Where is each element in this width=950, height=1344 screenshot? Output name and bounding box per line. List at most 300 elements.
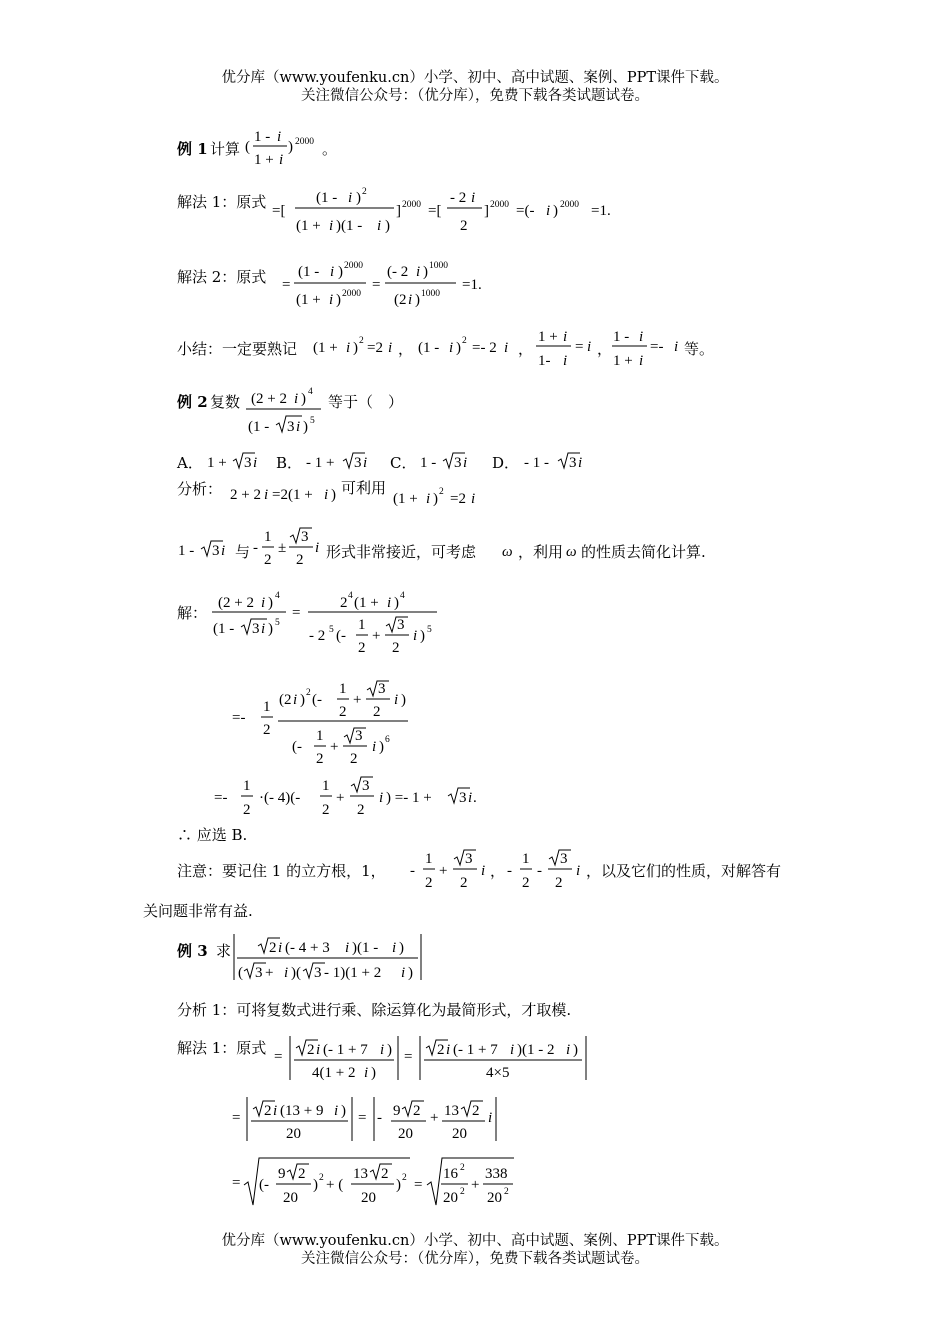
analysis-expression-1: [228, 480, 338, 506]
svg-text:2: 2: [319, 1173, 324, 1183]
ex2-solution-step-3: [212, 773, 502, 821]
svg-text:): ): [456, 340, 461, 356]
footer-line-1: 优分库（www.youfenku.cn）小学、初中、高中试题、案例、PPT课件下载。: [221, 1233, 729, 1249]
svg-text:1: 1: [243, 778, 251, 794]
svg-text:5: 5: [310, 416, 315, 426]
svg-text:2: 2: [460, 1163, 465, 1173]
svg-text:i: i: [578, 455, 583, 471]
svg-text:): ): [415, 292, 420, 308]
svg-text:): ): [553, 203, 558, 219]
svg-text:i: i: [563, 353, 568, 369]
svg-text:)(: )(: [291, 965, 301, 981]
svg-text:i: i: [345, 940, 350, 956]
svg-text:2000: 2000: [342, 289, 361, 299]
svg-text:2: 2: [350, 751, 358, 767]
svg-text:1 -: 1 -: [178, 543, 195, 559]
svg-text:20: 20: [361, 1190, 376, 1206]
svg-text:2: 2: [504, 1187, 509, 1197]
svg-text:4: 4: [275, 591, 280, 601]
svg-text:1: 1: [358, 617, 366, 633]
svg-text:i: i: [546, 203, 551, 219]
example-2-prompt: 复数: [210, 393, 241, 411]
ex2-note-line-2: 关问题非常有益.: [143, 902, 253, 920]
svg-text:i: i: [253, 455, 258, 471]
option-c-expression: [418, 448, 478, 474]
svg-text:±: ±: [278, 540, 287, 556]
summary-identity-1: [313, 330, 398, 360]
svg-text:3: 3: [362, 778, 370, 794]
svg-text:+: +: [439, 863, 448, 879]
option-c-label: C．: [390, 454, 417, 472]
svg-text:-: -: [537, 863, 542, 879]
svg-text:- 1 -: - 1 -: [524, 455, 549, 471]
analysis-text: 形式非常接近，可考虑: [326, 543, 477, 561]
summary-comma-2: ，: [518, 340, 534, 358]
svg-text:2: 2: [392, 640, 400, 656]
svg-text:(-: (-: [292, 739, 302, 755]
svg-text:=(-: =(-: [516, 203, 535, 219]
svg-text:i: i: [587, 339, 592, 355]
svg-text:i: i: [324, 487, 329, 503]
svg-text:i: i: [284, 965, 289, 981]
svg-text:(13 + 9: (13 + 9: [280, 1103, 324, 1119]
svg-text:=: =: [372, 277, 381, 293]
svg-text:(: (: [245, 139, 250, 155]
summary-identity-3: [535, 326, 597, 370]
svg-text:2: 2: [306, 688, 311, 698]
svg-text:i: i: [372, 739, 377, 755]
svg-text:=: =: [404, 1049, 413, 1065]
note-root-2: [505, 848, 585, 896]
svg-text:i: i: [408, 292, 413, 308]
svg-text:9: 9: [393, 1103, 401, 1119]
svg-text:): ): [303, 419, 308, 435]
svg-text:i: i: [674, 339, 679, 355]
svg-text:i: i: [510, 1042, 515, 1058]
svg-text:=: =: [232, 1175, 241, 1191]
svg-text:2000: 2000: [402, 200, 421, 210]
svg-text:3: 3: [569, 455, 577, 471]
svg-text:1: 1: [263, 699, 271, 715]
svg-text:2 + 2: 2 + 2: [230, 487, 261, 503]
svg-text:=-: =-: [650, 339, 664, 355]
svg-text:(2 + 2: (2 + 2: [251, 391, 287, 407]
svg-text:2: 2: [413, 1103, 421, 1119]
svg-text:i: i: [273, 1103, 278, 1119]
svg-text:20: 20: [487, 1190, 502, 1206]
svg-text:i: i: [277, 129, 282, 145]
svg-text:2: 2: [373, 704, 381, 720]
svg-text:i: i: [394, 692, 399, 708]
svg-text:- 1)(1 + 2: - 1)(1 + 2: [324, 965, 382, 981]
ex2-solution-label: 解：: [177, 604, 208, 622]
svg-text:i: i: [481, 863, 486, 879]
option-a-expression: [205, 448, 265, 474]
svg-text:=2: =2: [367, 340, 383, 356]
svg-text:2: 2: [437, 1042, 445, 1058]
svg-text:+: +: [265, 965, 274, 981]
svg-text:3: 3: [378, 681, 386, 697]
svg-text:)(1 -: )(1 -: [336, 218, 363, 234]
svg-text:i: i: [504, 340, 509, 356]
footer-line-2: 关注微信公众号：（优分库），免费下载各类试题试卷。: [301, 1251, 649, 1267]
svg-text:2: 2: [402, 1173, 407, 1183]
svg-text:+: +: [372, 628, 381, 644]
svg-text:i: i: [348, 190, 353, 206]
svg-text:=- 2: =- 2: [472, 340, 497, 356]
svg-text:): ): [313, 1177, 318, 1193]
svg-text:- 2: - 2: [450, 190, 467, 206]
svg-text:2: 2: [307, 1042, 315, 1058]
svg-text:(- 1 + 7: (- 1 + 7: [323, 1042, 368, 1058]
svg-text:i: i: [446, 1042, 451, 1058]
svg-text:i: i: [221, 543, 226, 559]
svg-text:): ): [331, 487, 336, 503]
svg-text:2000: 2000: [344, 261, 363, 271]
svg-text:ω: ω: [566, 544, 577, 560]
svg-text:=-: =-: [214, 790, 228, 806]
svg-text:=[: =[: [428, 203, 442, 219]
svg-text:+: +: [471, 1177, 480, 1193]
svg-text:20: 20: [286, 1126, 301, 1142]
example-1-label: 例 1: [177, 140, 208, 158]
svg-text:i: i: [463, 455, 468, 471]
ex3-analysis: 分析 1：可将复数式进行乘、除运算化为最简形式，才取模.: [177, 1001, 572, 1019]
svg-text:(1 -: (1 -: [316, 190, 338, 206]
summary-comma: ，: [398, 340, 414, 358]
svg-text:3: 3: [354, 455, 362, 471]
svg-text:): ): [423, 264, 428, 280]
svg-text:i: i: [294, 391, 299, 407]
svg-text:i: i: [278, 940, 283, 956]
ex2-conclusion: ∴ 应选 B.: [177, 826, 248, 844]
svg-text:i: i: [449, 340, 454, 356]
svg-text:2: 2: [555, 875, 563, 891]
svg-text:) =- 1 +: ) =- 1 +: [386, 790, 432, 806]
svg-text:1: 1: [339, 681, 347, 697]
header-line-2: 关注微信公众号：（优分库），免费下载各类试题试卷。: [301, 88, 649, 104]
svg-text:2: 2: [264, 1103, 272, 1119]
svg-text:3: 3: [465, 851, 473, 867]
svg-text:3: 3: [560, 851, 568, 867]
svg-text:- 2: - 2: [309, 628, 326, 644]
svg-text:1 +: 1 +: [254, 152, 274, 168]
svg-text:-: -: [253, 540, 258, 556]
svg-text:i: i: [293, 692, 298, 708]
ex2-analysis-label: 分析：: [177, 480, 223, 498]
svg-text:4: 4: [308, 387, 313, 397]
svg-text:2: 2: [322, 802, 330, 818]
svg-text:): ): [379, 739, 384, 755]
svg-text:i: i: [639, 353, 644, 369]
ex2-analysis-mid: 可利用: [341, 479, 387, 497]
note-root-1: [408, 848, 490, 896]
svg-text:): ): [353, 340, 358, 356]
svg-text:1 -: 1 -: [420, 455, 437, 471]
example-1-prompt: 计算: [210, 140, 241, 158]
svg-text:): ): [268, 621, 273, 637]
svg-text:5: 5: [329, 625, 334, 635]
svg-text:4×5: 4×5: [486, 1065, 510, 1081]
svg-text:): ): [399, 940, 404, 956]
svg-text:(1 +: (1 +: [313, 340, 338, 356]
svg-text:=: =: [292, 605, 301, 621]
svg-text:2: 2: [462, 336, 467, 346]
svg-text:2000: 2000: [490, 200, 509, 210]
svg-text:(1 +: (1 +: [296, 292, 321, 308]
svg-text:): ): [396, 1177, 401, 1193]
svg-text:1 -: 1 -: [254, 129, 271, 145]
svg-text:i: i: [377, 218, 382, 234]
svg-text:i: i: [315, 540, 320, 556]
ex1-solution-2-equation: [280, 258, 510, 316]
svg-text:=1.: =1.: [591, 203, 611, 219]
svg-text:2: 2: [298, 1166, 306, 1182]
svg-text:): ): [288, 139, 293, 155]
svg-text:(1 +: (1 +: [296, 218, 321, 234]
svg-text:3: 3: [459, 790, 467, 806]
svg-text:)(1 -: )(1 -: [352, 940, 379, 956]
svg-text:1000: 1000: [429, 261, 448, 271]
option-d-expression: [522, 448, 592, 474]
svg-text:i: i: [471, 190, 476, 206]
svg-text:2: 2: [439, 487, 444, 497]
example-3-label: 例 3: [177, 942, 208, 960]
svg-text:): ): [394, 595, 399, 611]
ex3-solution-label: 解法 1：原式: [177, 1039, 267, 1057]
example-1-end: 。: [322, 140, 338, 158]
svg-text:2: 2: [460, 218, 468, 234]
svg-text:i: i: [264, 487, 269, 503]
svg-text:i: i: [379, 790, 384, 806]
svg-text:1: 1: [522, 851, 530, 867]
summary-end: 等。: [684, 340, 715, 358]
svg-text:3: 3: [454, 455, 462, 471]
svg-text:i: i: [279, 152, 284, 168]
svg-text:i: i: [639, 329, 644, 345]
svg-text:i: i: [426, 491, 431, 507]
svg-text:=: =: [414, 1177, 423, 1193]
svg-text:i: i: [334, 1103, 339, 1119]
svg-text:2: 2: [316, 751, 324, 767]
svg-text:i: i: [468, 790, 473, 806]
svg-text:i: i: [380, 1042, 385, 1058]
option-b-label: B．: [276, 454, 303, 472]
svg-text:3: 3: [287, 419, 295, 435]
svg-text:i: i: [563, 329, 568, 345]
svg-text:i: i: [488, 1110, 493, 1126]
svg-text:i: i: [364, 1065, 369, 1081]
ex1-summary-label: 小结：一定要熟记: [177, 340, 298, 358]
svg-text:]: ]: [484, 203, 489, 219]
svg-text:9: 9: [278, 1166, 286, 1182]
svg-text:i: i: [316, 1042, 321, 1058]
svg-text:2: 2: [381, 1166, 389, 1182]
ex3-solution-step-2: [230, 1095, 500, 1145]
svg-text:2: 2: [472, 1103, 480, 1119]
svg-text:1: 1: [316, 728, 324, 744]
svg-text:2: 2: [340, 595, 348, 611]
svg-text:=1.: =1.: [462, 277, 482, 293]
header-line-1: 优分库（www.youfenku.cn）小学、初中、高中试题、案例、PPT课件下载。: [221, 70, 729, 86]
svg-text:(1 -: (1 -: [418, 340, 440, 356]
svg-text:=-: =-: [232, 710, 246, 726]
svg-text:i: i: [329, 218, 334, 234]
svg-text:i: i: [471, 491, 476, 507]
example-2-label: 例 2: [177, 393, 208, 411]
ex3-solution-step-3: [230, 1155, 530, 1209]
svg-text:): ): [408, 965, 413, 981]
example-3-prompt: 求: [216, 942, 232, 960]
ex1-solution-1-label: 解法 1：原式: [177, 193, 267, 211]
svg-text:2000: 2000: [560, 200, 579, 210]
svg-text:+: +: [336, 790, 345, 806]
svg-text:2: 2: [359, 336, 364, 346]
svg-text:+ (: + (: [326, 1177, 344, 1193]
svg-text:2: 2: [358, 640, 366, 656]
svg-text:2: 2: [269, 940, 277, 956]
svg-text:.: .: [473, 790, 477, 806]
svg-text:): ): [387, 1042, 392, 1058]
svg-text:1: 1: [264, 529, 272, 545]
option-a-label: A．: [177, 454, 203, 472]
svg-text:i: i: [346, 340, 351, 356]
svg-text:i: i: [401, 965, 406, 981]
example-2-expression: [244, 381, 330, 439]
svg-text:=: =: [274, 1049, 283, 1065]
svg-text:3: 3: [397, 617, 405, 633]
svg-text:(- 1 + 7: (- 1 + 7: [453, 1042, 498, 1058]
ex2-note-start: 注意：要记住 1 的立方根，1，: [177, 862, 386, 880]
svg-text:3: 3: [255, 965, 263, 981]
svg-text:): ): [573, 1042, 578, 1058]
svg-text:): ): [371, 1065, 376, 1081]
svg-text:1: 1: [322, 778, 330, 794]
svg-text:3: 3: [355, 728, 363, 744]
svg-text:(-: (-: [336, 628, 346, 644]
svg-text:i: i: [296, 419, 301, 435]
svg-text:(-: (-: [259, 1177, 269, 1193]
svg-text:i: i: [576, 863, 581, 879]
option-b-expression: [304, 448, 374, 474]
svg-text:20: 20: [452, 1126, 467, 1142]
svg-text:+: +: [430, 1110, 439, 1126]
svg-text:1-: 1-: [538, 353, 551, 369]
svg-text:+: +: [353, 692, 362, 708]
analysis-text-3: 的性质去简化计算.: [581, 543, 706, 561]
svg-text:1 -: 1 -: [613, 329, 630, 345]
svg-text:(- 4 + 3: (- 4 + 3: [285, 940, 330, 956]
svg-text:(2: (2: [394, 292, 407, 308]
example-1-expression: [245, 126, 325, 172]
svg-text:1 +: 1 +: [538, 329, 558, 345]
svg-text:): ): [301, 391, 306, 407]
omega-symbol: [501, 537, 519, 561]
svg-text:2: 2: [522, 875, 530, 891]
svg-text:1 +: 1 +: [613, 353, 633, 369]
svg-text:·(- 4)(-: ·(- 4)(-: [259, 790, 301, 806]
svg-text:ω: ω: [502, 544, 513, 560]
svg-text:): ): [338, 264, 343, 280]
svg-text:6: 6: [385, 735, 390, 745]
analysis-expression-2: [392, 482, 482, 510]
svg-text:2: 2: [296, 552, 304, 568]
svg-text:(-: (-: [312, 692, 322, 708]
svg-text:2: 2: [263, 722, 271, 738]
analysis-expression-3: [176, 536, 234, 562]
svg-text:): ): [300, 692, 305, 708]
svg-text:i: i: [392, 940, 397, 956]
svg-text:13: 13: [444, 1103, 459, 1119]
svg-text:338: 338: [485, 1166, 508, 1182]
svg-text:20: 20: [398, 1126, 413, 1142]
example-3-expression: [232, 932, 427, 982]
summary-comma-3: ，: [597, 340, 613, 358]
svg-text:=2(1 +: =2(1 +: [272, 487, 313, 503]
svg-text:3: 3: [212, 543, 220, 559]
svg-text:(1 -: (1 -: [213, 621, 235, 637]
svg-text:): ): [356, 190, 361, 206]
svg-text:=: =: [282, 277, 291, 293]
analysis-and: 与: [235, 543, 251, 561]
ex3-solution-step-1: [272, 1034, 602, 1084]
svg-text:3: 3: [244, 455, 252, 471]
svg-text:i: i: [261, 621, 266, 637]
svg-text:(2 + 2: (2 + 2: [218, 595, 254, 611]
svg-text:2: 2: [357, 802, 365, 818]
svg-text:i: i: [261, 595, 266, 611]
svg-text:5: 5: [275, 618, 280, 628]
svg-text:2: 2: [243, 802, 251, 818]
svg-text:13: 13: [353, 1166, 368, 1182]
svg-text:i: i: [387, 595, 392, 611]
svg-text:1 +: 1 +: [207, 455, 227, 471]
svg-text:2: 2: [460, 1187, 465, 1197]
svg-text:1: 1: [425, 851, 433, 867]
svg-text:-: -: [410, 863, 415, 879]
svg-text:): ): [401, 692, 406, 708]
svg-text:4: 4: [348, 591, 353, 601]
svg-text:=: =: [358, 1110, 367, 1126]
svg-text:i: i: [566, 1042, 571, 1058]
svg-text:(1 -: (1 -: [298, 264, 320, 280]
svg-text:i: i: [363, 455, 368, 471]
svg-text:2: 2: [264, 552, 272, 568]
svg-text:+: +: [330, 739, 339, 755]
svg-text:=2: =2: [450, 491, 466, 507]
svg-text:): ): [268, 595, 273, 611]
svg-text:-: -: [507, 863, 512, 879]
svg-text:i: i: [329, 292, 334, 308]
svg-text:): ): [341, 1103, 346, 1119]
example-2-tail: 等于（ ）: [328, 393, 404, 411]
svg-text:2: 2: [362, 187, 367, 197]
svg-text:]: ]: [396, 203, 401, 219]
svg-text:(1 +: (1 +: [393, 491, 418, 507]
svg-text:(1 +: (1 +: [354, 595, 379, 611]
svg-text:(- 2: (- 2: [387, 264, 409, 280]
svg-text:)(1 - 2: )(1 - 2: [517, 1042, 555, 1058]
svg-text:5: 5: [427, 625, 432, 635]
svg-text:i: i: [388, 340, 393, 356]
svg-text:i: i: [416, 264, 421, 280]
svg-text:2: 2: [425, 875, 433, 891]
ex2-note-end: ，以及它们的性质，对解答有: [586, 862, 782, 880]
ex1-solution-2-label: 解法 2：原式: [177, 268, 267, 286]
svg-text:(: (: [238, 965, 243, 981]
summary-identity-2: [418, 330, 518, 360]
svg-text:3: 3: [252, 621, 260, 637]
